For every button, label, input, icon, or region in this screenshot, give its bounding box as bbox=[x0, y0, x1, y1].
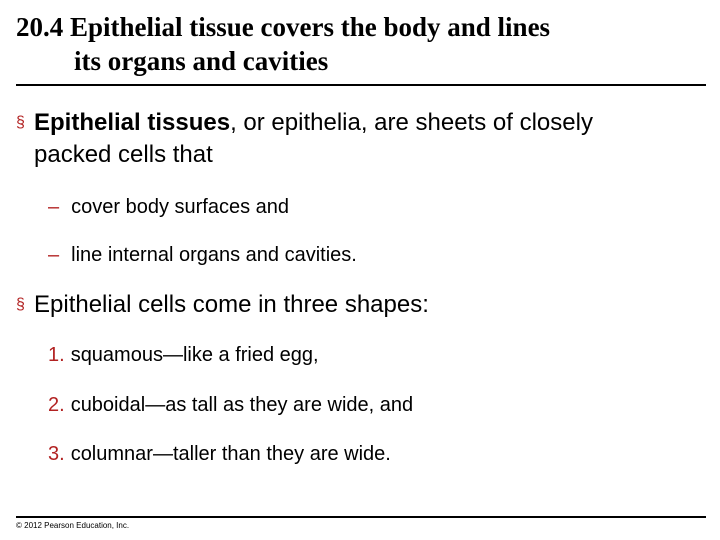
footer-divider bbox=[16, 516, 706, 518]
bullet-epithelial-tissues bbox=[16, 107, 614, 171]
list-item-squamous bbox=[48, 342, 319, 368]
bullet-bold-term: Epithelial tissues bbox=[34, 109, 231, 136]
bullet-text: Epithelial cells come in three shapes: bbox=[34, 291, 429, 318]
slide-title-line-1: 20.4 Epithelial tissue covers the body and lines bbox=[16, 12, 551, 42]
list-item-text: squamous—like a fried egg, bbox=[70, 344, 319, 366]
sub-item-text: cover body surfaces and bbox=[71, 196, 290, 218]
sub-item-cover bbox=[48, 194, 289, 220]
list-number: 1. bbox=[48, 344, 65, 366]
sub-item-text: line internal organs and cavities. bbox=[71, 244, 357, 266]
bullet-text bbox=[16, 107, 614, 171]
list-item-text: columnar—taller than they are wide. bbox=[70, 443, 391, 465]
copyright-footer: © 2012 Pearson Education, Inc. bbox=[16, 521, 130, 530]
bullet-square-icon: § bbox=[16, 114, 25, 131]
slide-title bbox=[16, 10, 706, 78]
dash-icon: – bbox=[48, 244, 60, 266]
bullet-epithelial-cells bbox=[16, 289, 614, 321]
bullet-square-icon: § bbox=[16, 296, 25, 313]
title-divider bbox=[16, 84, 706, 86]
bullet-rest: , or epithelia, are sheets of closely packed cells that bbox=[34, 109, 593, 168]
list-number: 2. bbox=[48, 394, 65, 416]
dash-icon: – bbox=[48, 196, 60, 218]
list-item-cuboidal bbox=[48, 392, 413, 418]
sub-item-line bbox=[48, 242, 357, 268]
list-number: 3. bbox=[48, 443, 65, 465]
list-item-columnar bbox=[48, 441, 391, 467]
slide-title-line-2: its organs and cavities bbox=[74, 46, 329, 76]
list-item-text: cuboidal—as tall as they are wide, and bbox=[70, 394, 414, 416]
